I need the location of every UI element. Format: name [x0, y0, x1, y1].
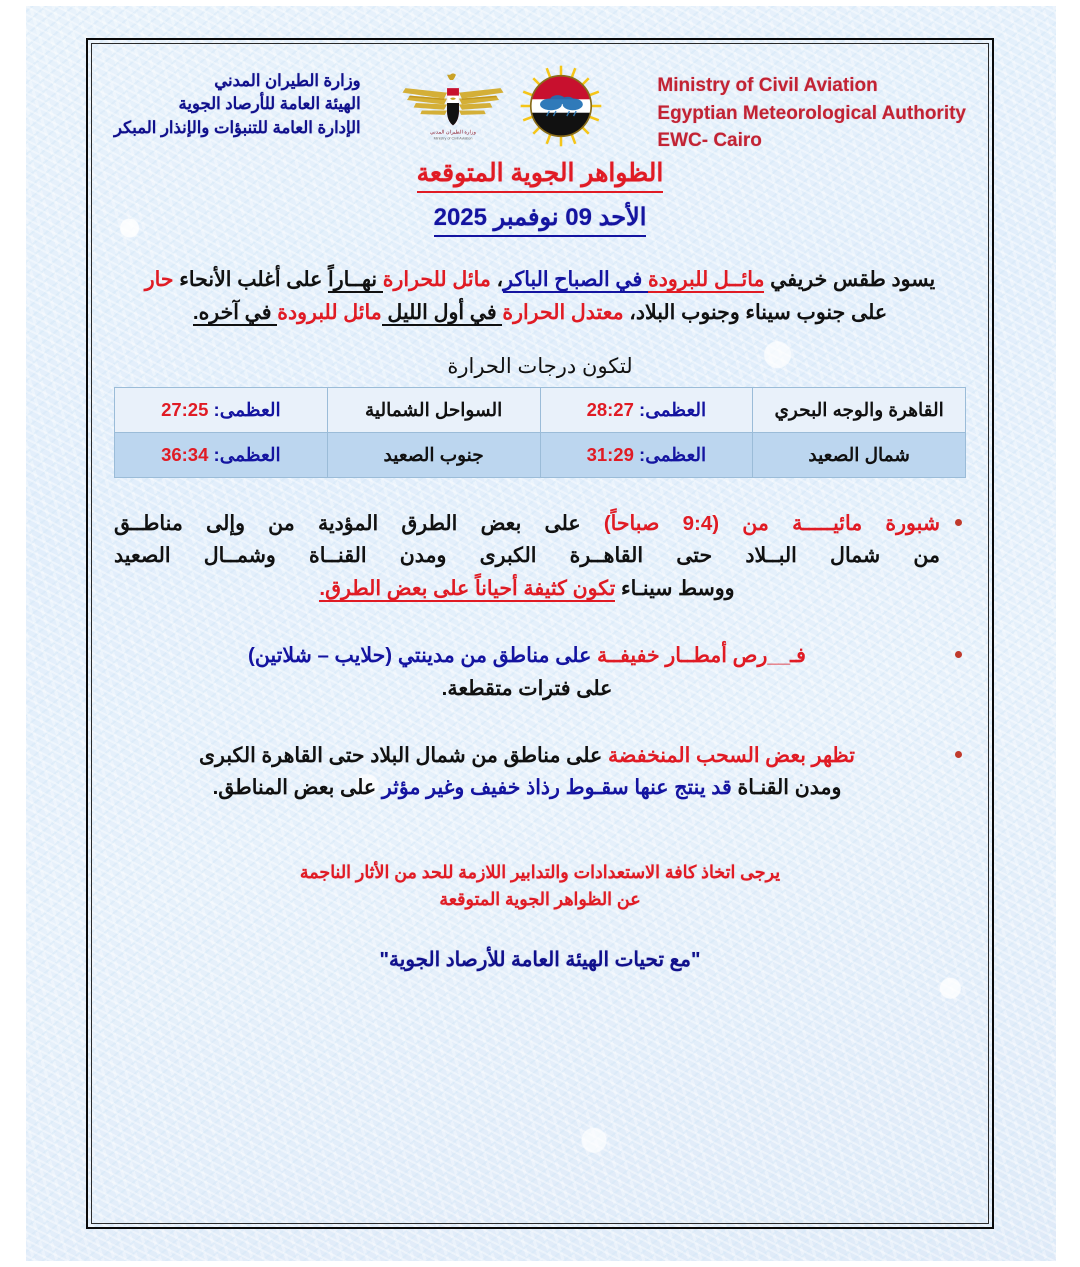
intro-paragraph [114, 263, 966, 329]
page-margin-top [0, 0, 1080, 6]
rain-seg-2: على مناطق من مدينتي [392, 644, 598, 668]
max-label-1: العظمى: [639, 398, 707, 420]
page-margin-left [0, 0, 26, 1267]
list-item [114, 508, 966, 606]
table-row [115, 387, 966, 432]
header-arabic-titles [114, 58, 361, 140]
header-arabic-line-1: وزارة الطيران المدني [214, 72, 361, 90]
max-label-4: العظمى: [213, 443, 281, 465]
forecast-date: الأحد 09 نوفمبر 2025 [434, 203, 647, 237]
intro-seg-5: مائل للحرارة [382, 268, 491, 292]
bullet-dot-icon [955, 519, 962, 526]
intro-seg-4: ، [490, 268, 504, 292]
document-footer [114, 859, 966, 972]
intro-seg-9: على جنوب سيناء وجنوب البلاد، [623, 301, 888, 325]
rain-seg-1: فـ__رص أمطــار خفيفــة [597, 644, 806, 668]
title-block [114, 158, 966, 237]
max-value-2: 27:25 [161, 398, 209, 420]
max-label-3: العظمى: [639, 443, 707, 465]
max-value-1: 28:27 [586, 398, 634, 420]
intro-seg-11: في أول الليل [381, 301, 503, 325]
bullet-dot-icon [955, 751, 962, 758]
document-header [114, 58, 966, 154]
table-row [115, 432, 966, 477]
list-item [114, 740, 966, 806]
region-south-saeed: جنوب الصعيد [327, 432, 540, 477]
document-content [92, 44, 988, 1223]
region-cairo-delta: القاهرة والوجه البحري [753, 387, 966, 432]
region-north-saeed: شمال الصعيد [753, 432, 966, 477]
rain-seg-4: على فترات متقطعة. [441, 676, 613, 700]
footer-greeting: "مع تحيات الهيئة العامة للأرصاد الجوية" [379, 949, 701, 972]
header-logos [401, 58, 603, 148]
temperature-table [114, 387, 966, 478]
clouds-seg-3: ومدن القنـاة [731, 776, 842, 800]
clouds-seg-5: على بعض المناطق. [212, 776, 382, 800]
list-item [114, 640, 966, 706]
max-label-2: العظمى: [213, 398, 281, 420]
svg-text:وزارة الطيران المدني: وزارة الطيران المدني [430, 129, 477, 136]
header-arabic-line-2: الهيئة العامة للأرصاد الجوية [178, 95, 361, 114]
page-margin-right [1056, 0, 1080, 1267]
value-south-saeed [115, 432, 328, 477]
temperature-caption: لتكون درجات الحرارة [447, 354, 633, 378]
header-arabic-line-3: الإدارة العامة للتنبؤات والإنذار المبكر [114, 118, 361, 137]
header-english-line-3: EWC- Cairo [657, 130, 762, 152]
intro-seg-1: يسود طقس خريفي [764, 268, 936, 292]
fog-seg-4: ووسط سينـاء [615, 577, 735, 601]
clouds-seg-2: على مناطق من شمال البلاد حتى القاهرة الكبرى [199, 743, 608, 767]
fog-seg-5: تكون كثيفة أحياناً على بعض الطرق. [319, 577, 616, 601]
egyptian-meteorological-authority-logo [519, 64, 603, 148]
page-title: الظواهر الجوية المتوقعة [417, 158, 664, 193]
fog-seg-3: من شمال البــلاد حتى القاهــرة الكبرى ومدن القنــاة وشمــال الصعيد [114, 544, 940, 568]
svg-text:Ministry of Civil Aviation: Ministry of Civil Aviation [433, 136, 473, 141]
intro-seg-12: مائل للبرودة [277, 301, 382, 325]
max-value-4: 36:34 [161, 443, 209, 465]
forecast-phenomena-list [114, 508, 966, 806]
bullet-dot-icon [955, 651, 962, 658]
header-english-titles [643, 58, 966, 155]
max-value-3: 31:29 [586, 443, 634, 465]
footer-warning-line-1: يرجى اتخاذ كافة الاستعدادات والتدابير اللازمة للحد من الأثار الناجمة [299, 862, 781, 883]
header-english-line-2: Egyptian Meteorological Authority [657, 102, 966, 124]
value-cairo-delta [540, 387, 753, 432]
intro-seg-8: حار [144, 268, 174, 292]
ministry-of-civil-aviation-wings-logo [401, 70, 505, 142]
rain-seg-3: (حلايب – شلاتين) [248, 644, 393, 668]
fog-seg-2: على بعض الطرق المؤدية من وإلى مناطــق [114, 511, 604, 535]
header-english-line-1: Ministry of Civil Aviation [657, 75, 878, 96]
intro-seg-10: معتدل الحرارة [502, 301, 624, 325]
page-margin-bottom [0, 1261, 1080, 1267]
intro-seg-6: نهــاراً [328, 268, 383, 292]
clouds-seg-1: تظهر بعض السحب المنخفضة [607, 743, 855, 767]
value-north-saeed [540, 432, 753, 477]
intro-seg-3: في الصباح الباكر [503, 268, 648, 292]
intro-seg-13: في آخره. [192, 301, 278, 325]
intro-seg-2: مائــل للبرودة [647, 268, 765, 292]
clouds-seg-4: قد ينتج عنها سقـوط رذاذ خفيف وغير مؤثر [381, 776, 732, 800]
fog-seg-1: شبورة مائيـــــة من (9:4 صباحاً) [603, 511, 941, 535]
region-north-coast: السواحل الشمالية [327, 387, 540, 432]
footer-warning-line-2: عن الظواهر الجوية المتوقعة [439, 889, 641, 910]
value-north-coast [115, 387, 328, 432]
intro-seg-7: على أغلب الأنحاء [179, 268, 329, 292]
